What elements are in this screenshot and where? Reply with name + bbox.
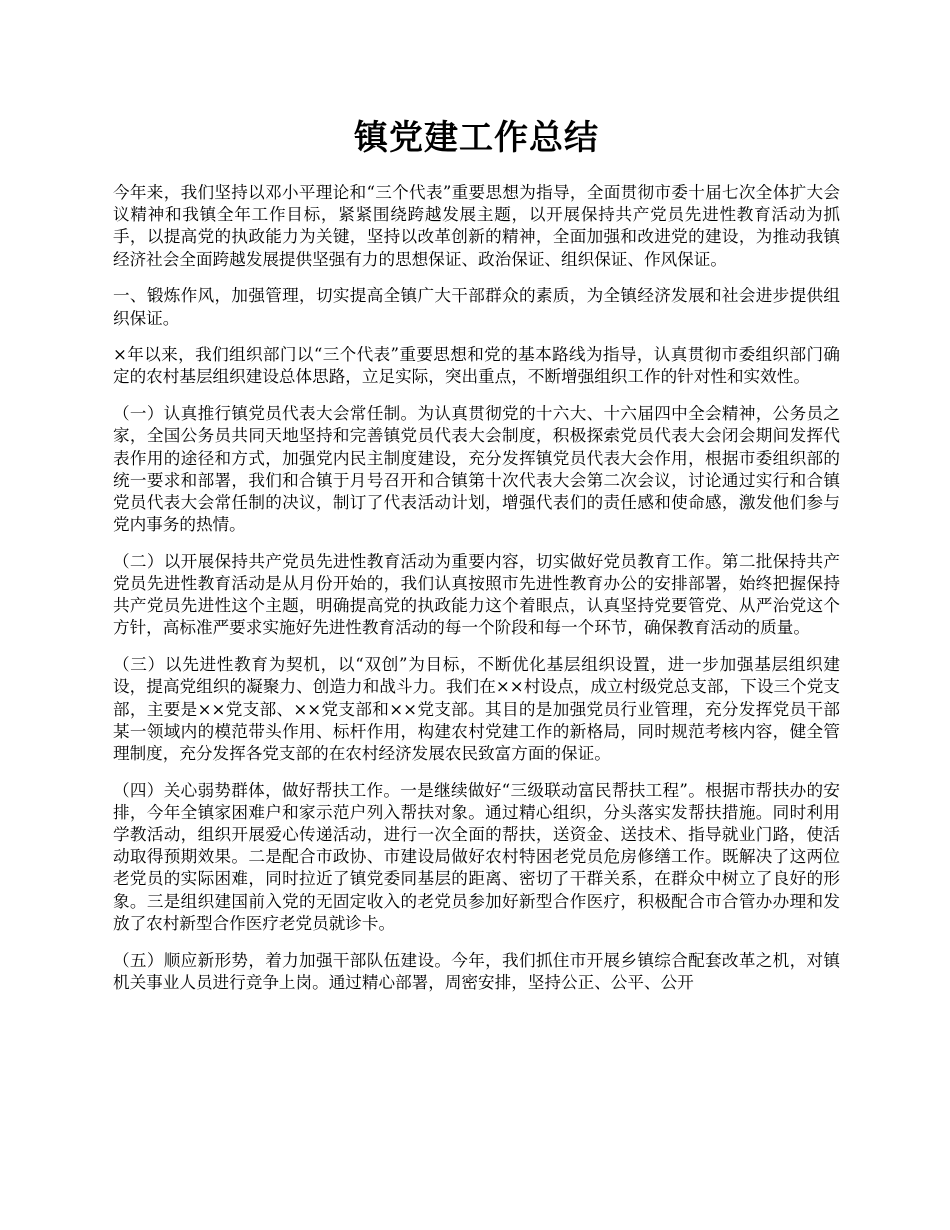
intro-paragraph: 今年来，我们坚持以邓小平理论和“三个代表”重要思想为指导，全面贯彻市委十届七次全体扩大会议精神和我镇全年工作目标，紧紧围绕跨越发展主题，以开展保持共产党员先进性教育活动为抓手，以提高党的执政能力为关键，坚持以改革创新的精神，全面加强和改进党的建设，为推动我镇经济社会全面跨越发展提供坚强有力的思想保证、政治保证、组织保证、作风保证。 [113,183,840,269]
item-five-paragraph: （五）顺应新形势，着力加强干部队伍建设。今年，我们抓住市开展乡镇综合配套改革之机，对镇机关事业人员进行竞争上岗。通过精心部署，周密安排，坚持公正、公平、公开 [113,950,840,992]
document-title: 镇党建工作总结 [354,118,599,158]
item-one-paragraph: （一）认真推行镇党员代表大会常任制。为认真贯彻党的十六大、十六届四中全会精神，公务员之家，全国公务员共同天地坚持和完善镇党员代表大会制度，积极探索党员代表大会闭会期间发挥代表作用的途径和方式，加强党内民主制度建设，充分发挥镇党员代表大会作用，根据市委组织部的统一要求和部署，我们和合镇于月号召开和合镇第十次代表大会第二次会议，讨论通过实行和合镇党员代表大会常任制的决议，制订了代表活动计划，增强代表们的责任感和使命感，激发他们参与党内事务的热情。 [113,404,840,535]
item-two-paragraph: （二）以开展保持共产党员先进性教育活动为重要内容，切实做好党员教育工作。第二批保持共产党员先进性教育活动是从月份开始的，我们认真按照市先进性教育办公的安排部署，始终把握保持共产党员先进性这个主题，明确提高党的执政能力这个着眼点，认真坚持党要管党、从严治党这个方针，高标准严要求实施好先进性教育活动的每一个阶段和每一个环节，确保教育活动的质量。 [113,551,840,638]
section-one-heading: 一、锻炼作风，加强管理，切实提高全镇广大干部群众的素质，为全镇经济发展和社会进步提供组织保证。 [113,286,840,328]
item-four-paragraph: （四）关心弱势群体，做好帮扶工作。一是继续做好“三级联动富民帮扶工程”。根据市帮扶办的安排，今年全镇家困难户和家示范户列入帮扶对象。通过精心组织，分头落实发帮扶措施。同时利用学教活动，组织开展爱心传递活动，进行一次全面的帮扶，送资金、送技术、指导就业门路，使活动取得预期效果。二是配合市政协、市建设局做好农村特困老党员危房修缮工作。既解决了这两位老党员的实际困难，同时拉近了镇党委同基层的距离、密切了干群关系，在群众中树立了良好的形象。三是组织建国前入党的无固定收入的老党员参加好新型合作医疗，积极配合市合管办办理和发放了农村新型合作医疗老党员就诊卡。 [113,780,840,933]
item-three-paragraph: （三）以先进性教育为契机，以“双创”为目标，不断优化基层组织设置，进一步加强基层组织建设，提高党组织的凝聚力、创造力和战斗力。我们在××村设点，成立村级党总支部，下设三个党支部，主要是××党支部、××党支部和××党支部。其目的是加强党员行业管理，充分发挥党员干部某一领域内的模范带头作用、标杆作用，构建农村党建工作的新格局，同时规范考核内容，健全管理制度，充分发挥各党支部的在农村经济发展农民致富方面的保证。 [113,655,840,763]
section-one-overview: ×年以来，我们组织部门以“三个代表”重要思想和党的基本路线为指导，认真贯彻市委组织部门确定的农村基层组织建设总体思路，立足实际，突出重点，不断增强组织工作的针对性和实效性。 [113,345,840,387]
document-page [113,0,840,994]
